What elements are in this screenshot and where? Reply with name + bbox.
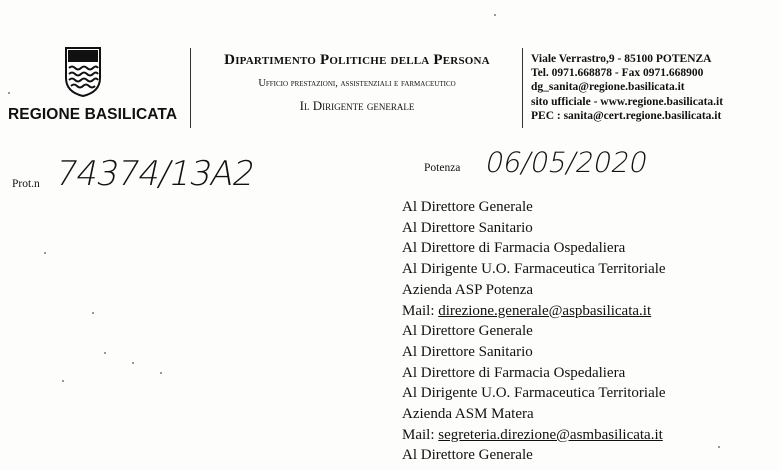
- date-label: Potenza: [424, 162, 461, 174]
- recipient-line: Al Direttore Generale: [402, 447, 533, 464]
- mail-label: Mail:: [402, 302, 435, 319]
- asm-mail-link[interactable]: segreteria.direzione@asmbasilicata.it: [438, 426, 663, 443]
- scan-speck: [718, 446, 720, 448]
- recipient-line: Azienda ASM Matera: [402, 406, 534, 423]
- department-title: Dipartimento Politiche della Persona: [224, 52, 490, 68]
- recipient-mail-line: [402, 425, 666, 446]
- scan-speck: [92, 312, 94, 314]
- recipient-line: Al Direttore Sanitario: [402, 219, 533, 236]
- recipient-line: Al Direttore di Farmacia Ospedaliera: [402, 364, 626, 381]
- scan-speck: [62, 380, 64, 382]
- recipient-line: Al Direttore Generale: [402, 199, 533, 215]
- recipient-line: Al Dirigente U.O. Farmaceutica Territoriale: [402, 261, 666, 278]
- recipient-line: Azienda ASP Potenza: [402, 281, 534, 298]
- asp-mail-link[interactable]: direzione.generale@aspbasilicata.it: [438, 302, 652, 319]
- region-name: REGIONE BASILICATA: [8, 106, 178, 123]
- contact-website[interactable]: sito ufficiale - www.regione.basilicata.it: [531, 95, 724, 108]
- recipient-line: Al Direttore di Farmacia Ospedaliera: [402, 240, 626, 257]
- protocol-label: Prot.n: [12, 178, 40, 190]
- department-block: [192, 52, 522, 114]
- region-logo-block: [6, 40, 186, 130]
- contact-pec[interactable]: PEC : sanita@cert.regione.basilicata.it: [531, 109, 722, 122]
- protocol-number: 74374/13A2: [51, 154, 259, 194]
- scan-speck: [104, 352, 106, 354]
- recipients-block: [402, 197, 666, 466]
- scan-speck: [44, 252, 46, 254]
- recipient-line: Al Dirigente U.O. Farmaceutica Territoriale: [402, 385, 666, 402]
- scan-speck: [132, 362, 134, 364]
- office-title: Ufficio prestazioni, assistenziali e farmaceutico: [258, 78, 456, 89]
- scan-speck: [494, 14, 496, 16]
- region-crest-icon: [64, 46, 102, 98]
- contact-phone: Tel. 0971.668878 - Fax 0971.668900: [531, 67, 704, 80]
- recipient-line: Al Direttore Sanitario: [402, 343, 533, 360]
- contact-address: Viale Verrastro,9 - 85100 POTENZA: [531, 53, 712, 65]
- recipient-mail-line: [402, 301, 666, 322]
- contact-block: [531, 52, 723, 123]
- date-value: 06/05/2020: [482, 146, 651, 179]
- recipient-line: Al Direttore Generale: [402, 323, 533, 340]
- header-divider-right: [522, 48, 523, 128]
- scan-speck: [8, 92, 10, 94]
- role-title: Il Dirigente generale: [299, 98, 415, 113]
- scan-speck: [160, 372, 162, 374]
- header-divider-left: [190, 48, 191, 128]
- contact-email[interactable]: dg_sanita@regione.basilicata.it: [531, 81, 685, 94]
- mail-label: Mail:: [402, 426, 435, 443]
